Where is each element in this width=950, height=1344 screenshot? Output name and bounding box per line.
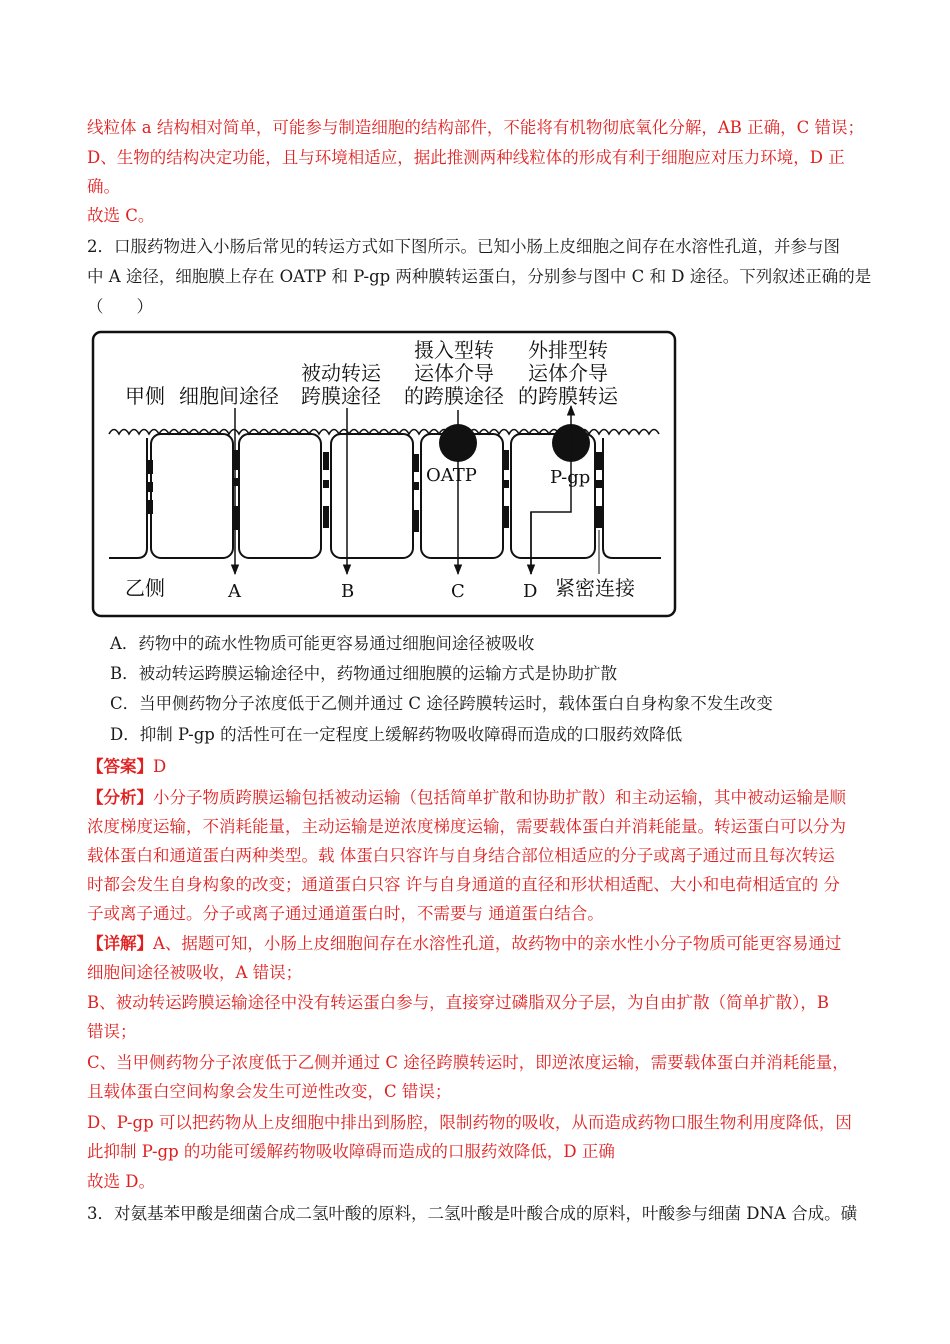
analysis-label: 【分析】 <box>87 788 153 807</box>
oatp-transporter <box>439 424 477 462</box>
path-c-title-line: 摄入型转 <box>414 338 494 362</box>
path-d-title-line: 外排型转 <box>528 338 608 362</box>
explanation-line: D、生物的结构决定功能，且与环境相适应，据此推测两种线粒体的形成有利于细胞应对压力环境，D 正 <box>87 148 845 167</box>
cell-membrane <box>603 438 661 558</box>
cell-membrane <box>109 438 147 558</box>
option-d: D．抑制 P-gp 的活性可在一定程度上缓解药物吸收障碍而造成的口服药效降低 <box>110 725 683 744</box>
detail-line: B、被动转运跨膜运输途径中没有转运蛋白参与，直接穿过磷脂双分子层，为自由扩散（简单扩散），B <box>87 993 830 1012</box>
path-a-title: 细胞间途径 <box>179 384 279 408</box>
option-b: B．被动转运跨膜运输途径中，药物通过细胞膜的运输方式是协助扩散 <box>110 664 618 683</box>
tight-junctions <box>147 450 602 532</box>
side-bottom-label: 乙侧 <box>125 576 165 600</box>
answer-line <box>87 756 166 778</box>
detail-line: 细胞间途径被吸收，A 错误； <box>87 963 303 982</box>
analysis-line: 载体蛋白和通道蛋白两种类型。载 体蛋白只容许与自身结合部位相适应的分子或离子通过而且每次转运 <box>87 846 835 865</box>
detail-line: 故选 D。 <box>87 1172 155 1191</box>
arrow-label-c: C <box>451 581 465 602</box>
arrow-label-a: A <box>228 581 241 602</box>
detail-line: D、P-gp 可以把药物从上皮细胞中排出到肠腔，限制药物的吸收，从而造成药物口服生物利用度降低，因 <box>87 1113 852 1132</box>
detail-line: 此抑制 P-gp 的功能可缓解药物吸收障碍而造成的口服药效降低，D 正确 <box>87 1142 615 1161</box>
detail-line: C、当甲侧药物分子浓度低于乙侧并通过 C 途径跨膜转运时，即逆浓度运输，需要载体蛋白并消耗能量， <box>87 1053 849 1072</box>
path-c-title-line: 运体介导 <box>414 361 494 385</box>
oatp-label: OATP <box>426 465 477 486</box>
answer-label: 【答案】 <box>87 757 153 776</box>
analysis-line: 【分析】小分子物质跨膜运输包括被动运输（包括简单扩散和协助扩散）和主动运输，其中被动运输是顺 <box>87 788 846 807</box>
arrow-label-b: B <box>341 581 355 602</box>
path-b-title-line: 跨膜途径 <box>301 384 381 408</box>
transport-diagram <box>91 330 677 618</box>
path-c-title-line: 的跨膜途径 <box>404 384 504 408</box>
cell <box>151 434 233 558</box>
cell <box>239 434 321 558</box>
answer-text: D <box>153 757 167 776</box>
question-stem: 3．对氨基苯甲酸是细菌合成二氢叶酸的原料，二氢叶酸是叶酸合成的原料，叶酸参与细菌 DNA 合成。磺 <box>87 1204 858 1223</box>
path-d-title-line: 的跨膜转运 <box>518 384 618 408</box>
analysis-line: 时都会发生自身构象的改变；通道蛋白只容 许与自身通道的直径和形状相适配、大小和电荷相适宜的 分 <box>87 875 840 894</box>
detail-line: 且载体蛋白空间构象会发生可逆性改变，C 错误； <box>87 1082 452 1101</box>
path-d-title-line: 运体介导 <box>528 361 608 385</box>
analysis-line: 子或离子通过。分子或离子通过通道蛋白时，不需要与 通道蛋白结合。 <box>87 904 604 923</box>
analysis-line: 浓度梯度运输，不消耗能量，主动运输是逆浓度梯度运输，需要载体蛋白并消耗能量。转运蛋白可以分为 <box>87 817 846 836</box>
path-b-title-line: 被动转运 <box>301 361 381 385</box>
explanation-line: 确。 <box>87 177 120 196</box>
detail-line: 【详解】A、据题可知，小肠上皮细胞间存在水溶性孔道，故药物中的亲水性小分子物质可能更容易通过 <box>87 934 842 953</box>
option-a: A．药物中的疏水性物质可能更容易通过细胞间途径被吸收 <box>110 634 535 653</box>
cell <box>331 434 413 558</box>
explanation-line: 线粒体 a 结构相对简单，可能参与制造细胞的结构部件，不能将有机物彻底氧化分解，AB 正确，C 错误； <box>87 118 864 137</box>
question-stem: 中 A 途径，细胞膜上存在 OATP 和 P-gp 两种膜转运蛋白，分别参与图中 C 和 D 途径。下列叙述正确的是 <box>87 267 872 286</box>
side-top-label: 甲侧 <box>125 384 165 408</box>
option-c: C．当甲侧药物分子浓度低于乙侧并通过 C 途径跨膜转运时，载体蛋白自身构象不发生改变 <box>110 694 773 713</box>
tight-junction-label: 紧密连接 <box>555 576 635 600</box>
pgp-label: P-gp <box>550 467 591 488</box>
detail-label: 【详解】 <box>87 934 153 953</box>
arrow-label-d: D <box>523 581 538 602</box>
question-stem: 2．口服药物进入小肠后常见的转运方式如下图所示。已知小肠上皮细胞之间存在水溶性孔道，并参与图 <box>87 237 840 256</box>
detail-line: 错误； <box>87 1022 137 1041</box>
explanation-line: 故选 C。 <box>87 206 155 225</box>
question-stem: （ ） <box>87 297 153 316</box>
